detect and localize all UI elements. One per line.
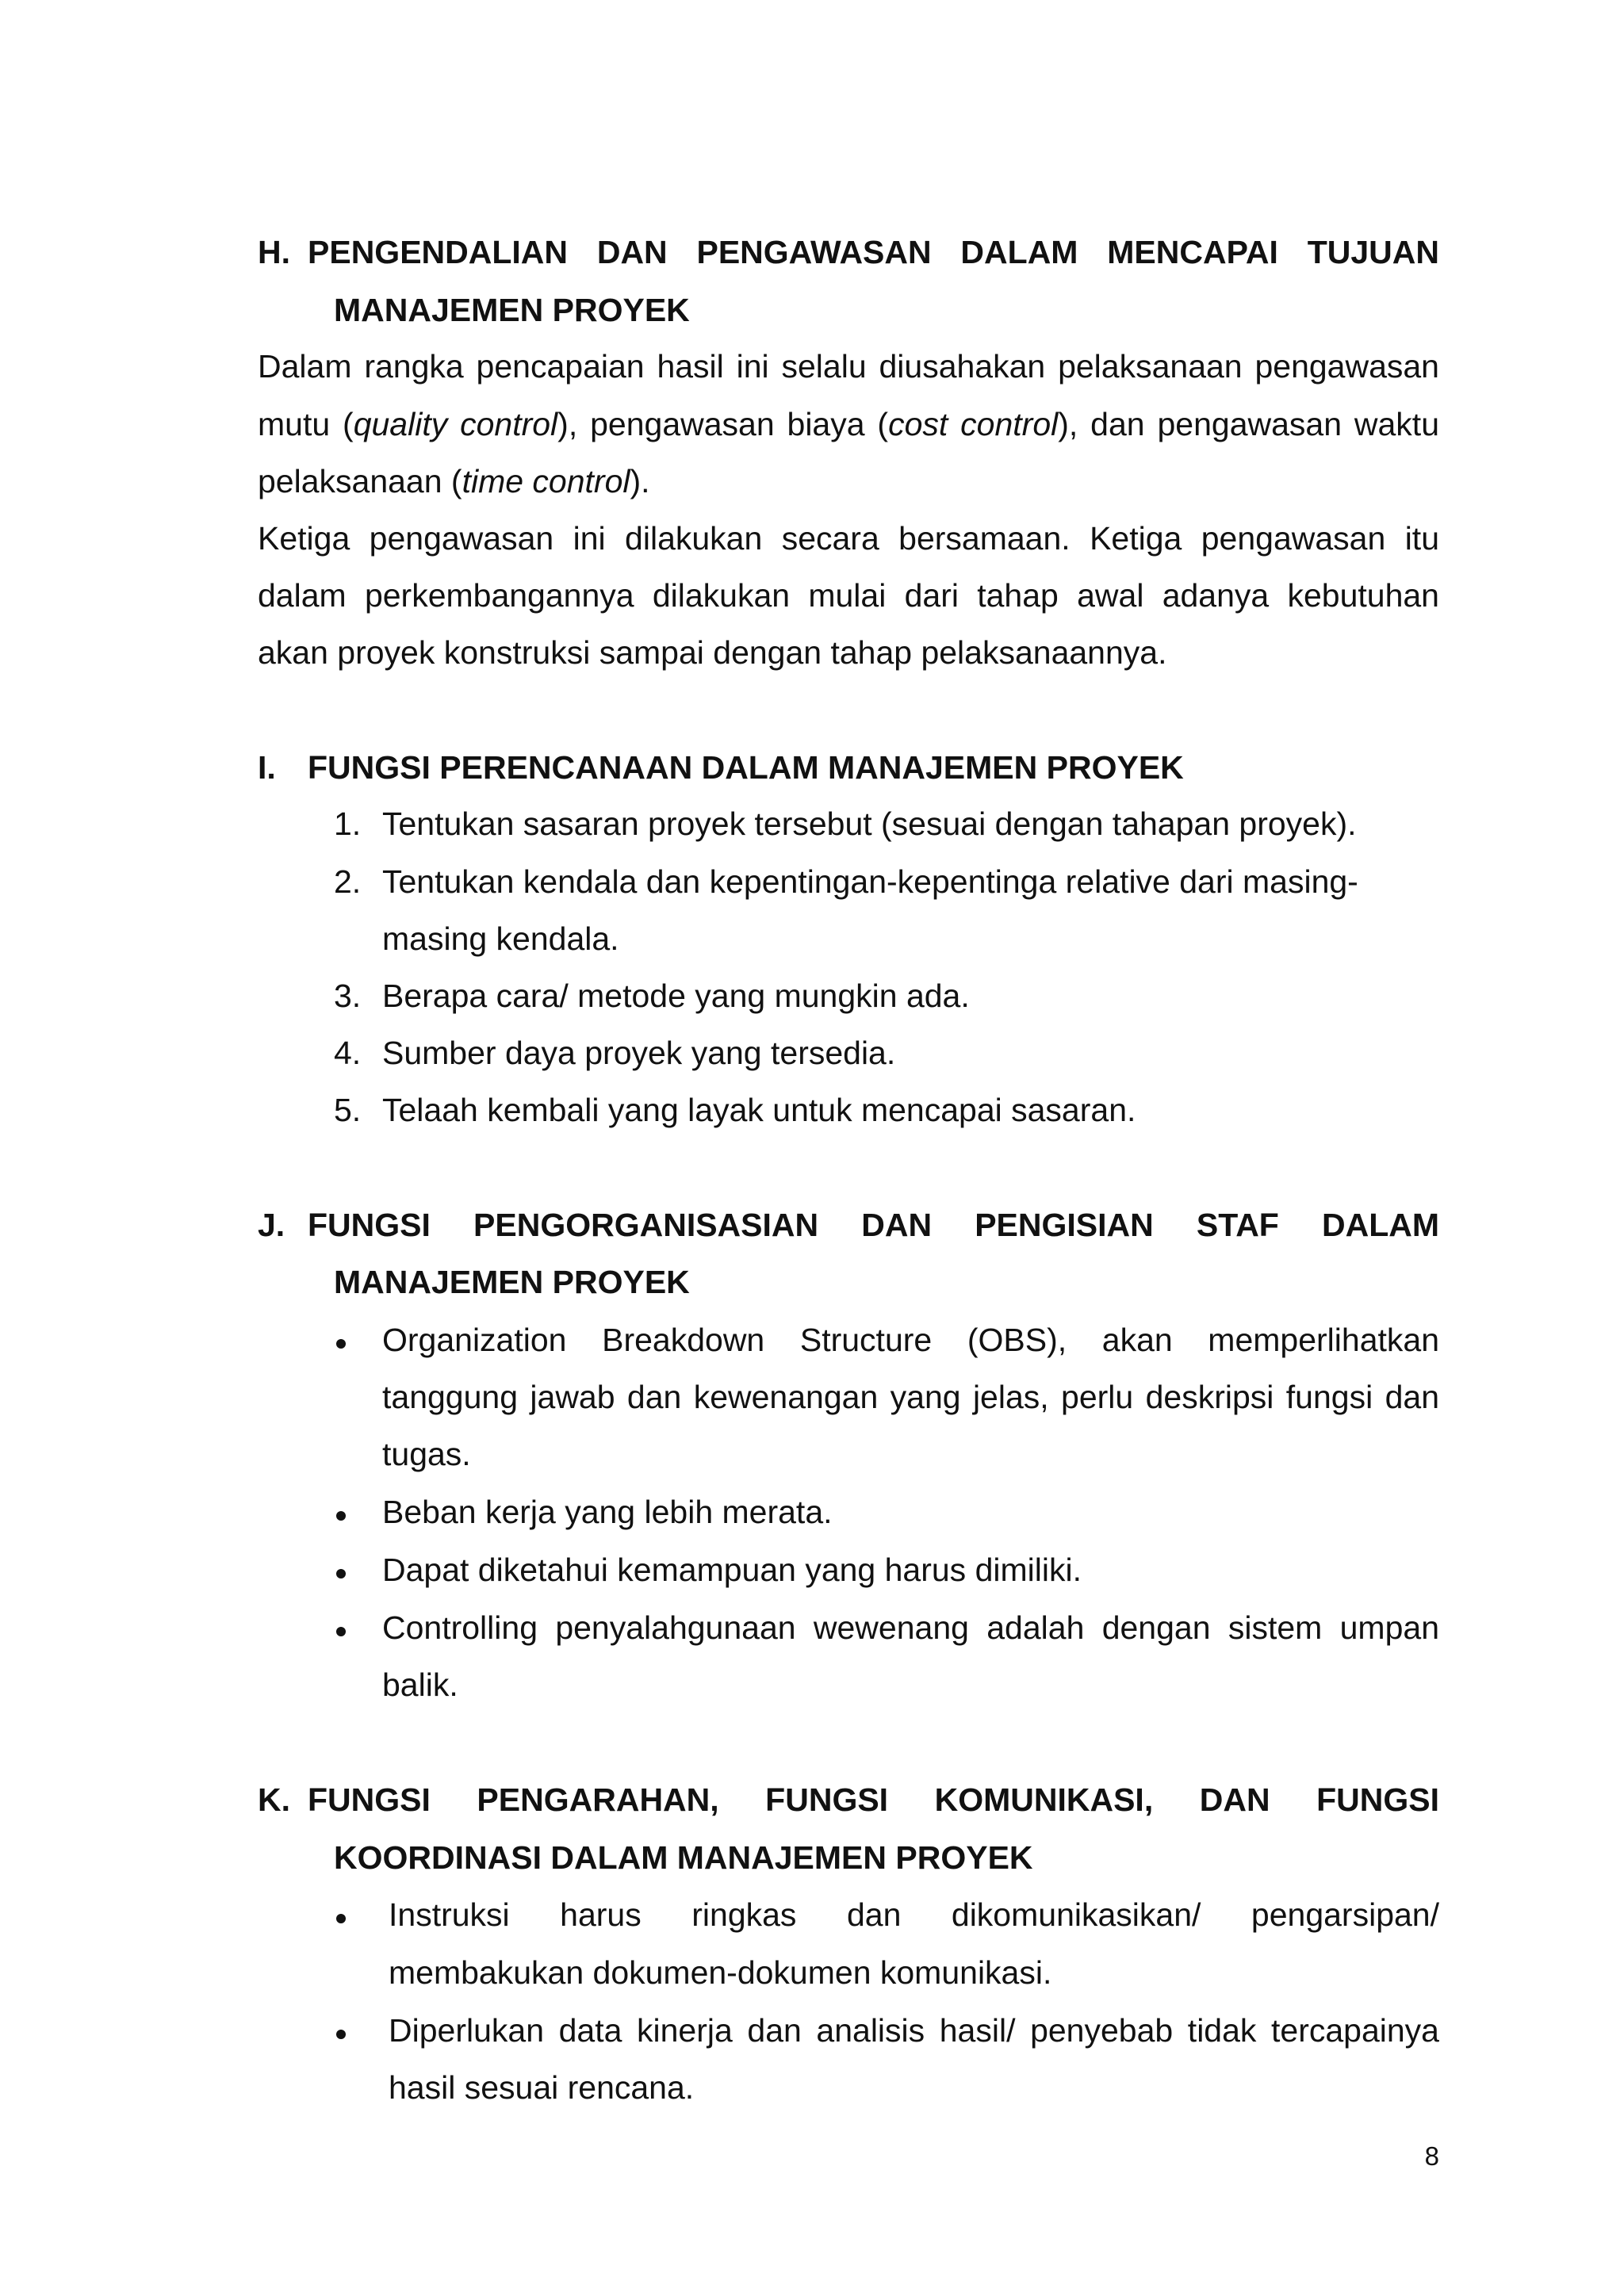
- bullet-icon: [336, 1569, 346, 1578]
- section-j-marker: J.: [258, 1207, 285, 1243]
- section-h-title: PENGENDALIAN DAN PENGAWASAN DALAM MENCAPAI TUJUAN: [308, 234, 1439, 270]
- section-i-marker: I.: [258, 749, 276, 786]
- list-item: Tentukan sasaran proyek tersebut (sesuai dengan tahapan proyek).: [382, 806, 1357, 842]
- list-item-number: 1.: [334, 806, 362, 842]
- bullet-icon: [336, 1914, 346, 1923]
- list-item-number: 5.: [334, 1092, 362, 1128]
- bullet-icon: [336, 1511, 346, 1521]
- bullet-item-cont: tanggung jawab dan kewenangan yang jelas, perlu deskripsi fungsi dan: [382, 1379, 1439, 1415]
- section-i-title: FUNGSI PERENCANAAN DALAM MANAJEMEN PROYEK: [308, 749, 1184, 786]
- section-h-title-cont: MANAJEMEN PROYEK: [334, 292, 690, 328]
- paragraph-line: Ketiga pengawasan ini dilakukan secara bersamaan. Ketiga pengawasan itu: [258, 520, 1439, 557]
- bullet-icon: [336, 1627, 346, 1636]
- list-item: Berapa cara/ metode yang mungkin ada.: [382, 978, 970, 1014]
- section-j-title: FUNGSI PENGORGANISASIAN DAN PENGISIAN STAF DALAM: [308, 1207, 1439, 1243]
- bullet-item: Organization Breakdown Structure (OBS), akan memperlihatkan: [382, 1322, 1439, 1358]
- page-number: 8: [1424, 2141, 1439, 2171]
- bullet-icon: [336, 2030, 346, 2039]
- paragraph-line: dalam perkembangannya dilakukan mulai dari tahap awal adanya kebutuhan: [258, 577, 1439, 614]
- bullet-item: Beban kerja yang lebih merata.: [382, 1494, 833, 1530]
- paragraph-line: mutu (quality control), pengawasan biaya (cost control), dan pengawasan waktu: [258, 406, 1440, 442]
- bullet-item-cont: balik.: [382, 1667, 458, 1703]
- section-h-marker: H.: [258, 234, 290, 270]
- bullet-item: Controlling penyalahgunaan wewenang adalah dengan sistem umpan: [382, 1609, 1439, 1646]
- section-j-title-cont: MANAJEMEN PROYEK: [334, 1264, 690, 1300]
- list-item-number: 4.: [334, 1035, 362, 1071]
- bullet-item: Instruksi harus ringkas dan dikomunikasikan/ pengarsipan/: [389, 1896, 1439, 1933]
- section-k-title-cont: KOORDINASI DALAM MANAJEMEN PROYEK: [334, 1839, 1033, 1876]
- paragraph-line: pelaksanaan (time control).: [258, 463, 650, 499]
- list-item: Sumber daya proyek yang tersedia.: [382, 1035, 896, 1071]
- list-item-cont: masing kendala.: [382, 920, 619, 957]
- section-k-marker: K.: [258, 1781, 290, 1818]
- list-item: Tentukan kendala dan kepentingan-kepentinga relative dari masing-: [382, 863, 1358, 900]
- bullet-item-cont: tugas.: [382, 1436, 471, 1472]
- bullet-item-cont: hasil sesuai rencana.: [389, 2069, 695, 2106]
- bullet-item: Diperlukan data kinerja dan analisis hasil/ penyebab tidak tercapainya: [389, 2012, 1439, 2049]
- bullet-item-cont: membakukan dokumen-dokumen komunikasi.: [389, 1954, 1052, 1991]
- list-item: Telaah kembali yang layak untuk mencapai sasaran.: [382, 1092, 1136, 1128]
- list-item-number: 3.: [334, 978, 362, 1014]
- paragraph-line: akan proyek konstruksi sampai dengan tahap pelaksanaannya.: [258, 634, 1167, 671]
- list-item-number: 2.: [334, 863, 362, 900]
- section-k-title: FUNGSI PENGARAHAN, FUNGSI KOMUNIKASI, DAN FUNGSI: [308, 1781, 1439, 1818]
- bullet-icon: [336, 1339, 346, 1349]
- bullet-item: Dapat diketahui kemampuan yang harus dimiliki.: [382, 1552, 1082, 1588]
- paragraph-line: Dalam rangka pencapaian hasil ini selalu diusahakan pelaksanaan pengawasan: [258, 348, 1439, 385]
